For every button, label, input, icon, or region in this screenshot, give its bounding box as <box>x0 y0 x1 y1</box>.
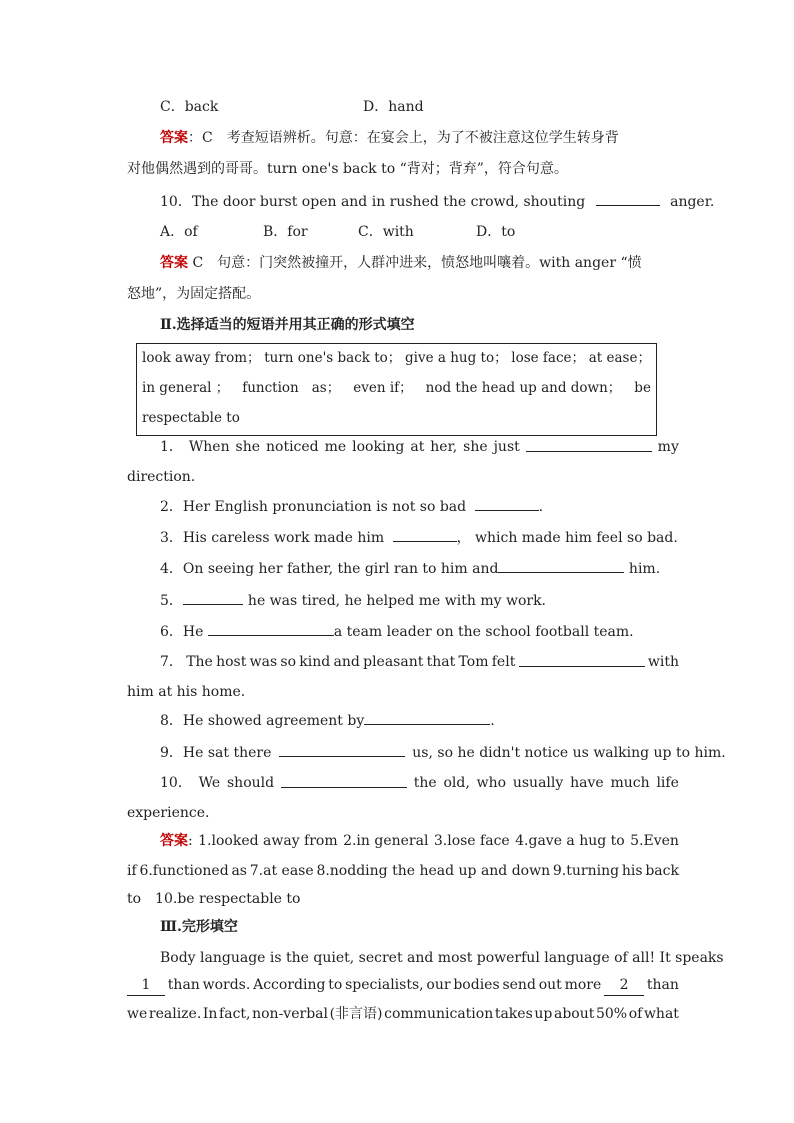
answer-blank <box>183 590 243 605</box>
q9-answer-line1: 答案：C 考查短语辨析。句意：在宴会上，为了不被注意这位学生转身背 <box>160 130 619 146</box>
section-3-title: Ⅲ.完形填空 <box>160 919 238 935</box>
answer-blank <box>519 652 645 667</box>
phrase-row-1: look away from； turn one's back to； give a hug to； lose face； at ease； <box>142 350 651 366</box>
answer-blank <box>279 742 405 757</box>
cloze-line-2: 1 than words. According to specialists, our bodies send out more 2 than <box>127 975 679 996</box>
fill-sentence-9: 9．He sat there us, so he didn't notice us walking up to him. <box>160 742 712 763</box>
q10-answer-line1: 答案 C 句意：门突然被撞开，人群冲进来，愤怒地叫嚷着。with anger “愤 <box>160 255 642 271</box>
fill-sentence-7: 7． The host was so kind and pleasant that Tom felt with <box>160 654 679 670</box>
answer-label: 答案 <box>160 130 188 146</box>
phrase-row-2: in general ； function as； even if； nod the head up and down； be <box>142 380 651 396</box>
fill-sentence-6: 6．He a team leader on the school football team. <box>160 621 712 642</box>
fill-sentence-1: 1． When she noticed me looking at her, she just my <box>160 439 679 455</box>
answer-blank <box>475 496 539 511</box>
cloze-blank-2: 2 <box>604 975 644 996</box>
option-c: C．with <box>358 224 414 240</box>
answer-blank <box>498 558 624 573</box>
answer-label: 答案 <box>160 833 188 849</box>
fill-sentence-7-cont: him at his home. <box>127 684 246 700</box>
answer-blank <box>281 773 407 788</box>
fill-answer-line3: to 10.be respectable to <box>127 891 301 907</box>
option-b: B．for <box>263 224 308 240</box>
fill-sentence-1-cont: direction. <box>127 469 196 485</box>
fill-sentence-10: 10． We should the old, who usually have much life <box>160 775 679 791</box>
fill-sentence-2: 2．Her English pronunciation is not so bad . <box>160 496 712 517</box>
option-d: D．hand <box>363 99 424 115</box>
section-2-title: Ⅱ.选择适当的短语并用其正确的形式填空 <box>160 317 415 333</box>
phrase-row-3: respectable to <box>142 410 240 426</box>
answer-blank <box>596 191 660 206</box>
fill-sentence-4: 4．On seeing her father, the girl ran to him and him. <box>160 558 712 579</box>
q9-options <box>160 97 660 117</box>
cloze-line-1: Body language is the quiet, secret and most powerful language of all! It speaks <box>160 950 724 966</box>
answer-blank <box>364 710 490 725</box>
fill-sentence-8: 8．He showed agreement by . <box>160 710 712 731</box>
q9-answer-line2: 对他偶然遇到的哥哥。turn one's back to “背对；背弃”，符合句意。 <box>127 161 568 177</box>
fill-answer-line1: 答案: 1.looked away from 2.in general 3.lose face 4.gave a hug to 5.Even <box>160 833 679 849</box>
fill-sentence-5: 5． he was tired, he helped me with my work. <box>160 590 712 611</box>
answer-label: 答案 <box>160 255 188 271</box>
cloze-blank-1: 1 <box>127 975 165 996</box>
option-a: A．of <box>160 224 198 240</box>
answer-blank <box>526 437 652 452</box>
fill-sentence-10-cont: experience. <box>127 805 210 821</box>
option-d: D．to <box>476 224 516 240</box>
fill-answer-line2: if 6.functioned as 7.at ease 8.nodding the head up and down 9.turning his back <box>127 863 679 879</box>
answer-blank <box>393 527 457 542</box>
phrase-box <box>136 343 657 436</box>
fill-sentence-3: 3．His careless work made him ， which made him feel so bad. <box>160 527 712 548</box>
q10-answer-line2: 怒地”，为固定搭配。 <box>127 286 261 302</box>
answer-blank <box>208 621 334 636</box>
q10-question: 10．The door burst open and in rushed the crowd, shouting anger. <box>160 191 679 212</box>
cloze-line-3: we realize. In fact, non-verbal (非言语) communication takes up about 50% of what <box>127 1006 679 1022</box>
option-c: C．back <box>160 99 219 115</box>
